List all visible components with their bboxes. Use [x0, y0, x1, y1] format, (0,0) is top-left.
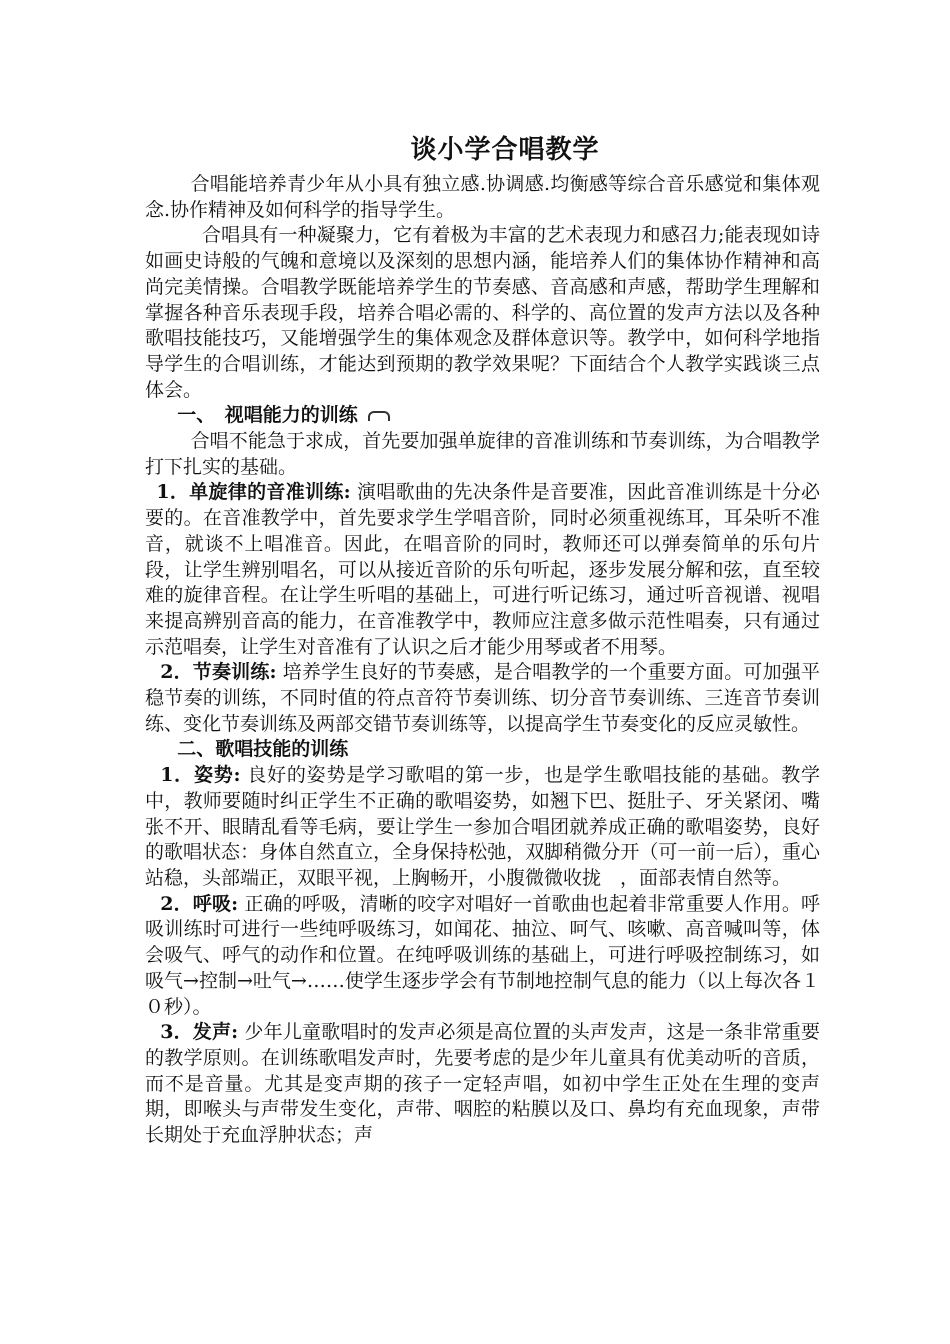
edit-mark-icon — [368, 411, 390, 421]
document-title: 谈小学合唱教学 — [410, 135, 600, 165]
intro-paragraph: 合唱能培养青少年从小具有独立感.协调感.均衡感等综合音乐感觉和集体观念.协作精神及如何科学的指导学生。 — [145, 173, 820, 221]
subsection-breathing — [145, 892, 820, 1021]
subsection-label: 1．单旋律的音准训练: — [156, 481, 351, 504]
subsection-text: 少年儿童歌唱时的发声必须是高位置的头声发声，这是一条非常重要的教学原则。在训练歌唱发声时，先要考虑的是少年儿童具有优美动听的音质，而不是音量。尤其是变声期的孩子一定轻声唱，如初中学生正处在生理的变声期，即喉头与声带发生变化，声带、咽腔的粘膜以及口、鼻均有充血现象，声带长期处于充血浮肿状态；声 — [145, 1021, 821, 1147]
subsection-label: 2．节奏训练: — [160, 661, 277, 684]
subsection-label: 1．姿势: — [160, 764, 241, 787]
section-heading-sight-singing — [145, 403, 820, 429]
document-body — [145, 172, 820, 1149]
overview-paragraph: 合唱具有一种凝聚力，它有着极为丰富的艺术表现力和感召力;能表现如诗如画史诗般的气魄和意境以及深刻的思想内涵，能培养人们的集体协作精神和高尚完美情操。合唱教学既能培养学生的节奏感、音高感和声感，帮助学生理解和掌握各种音乐表现手段，培养合唱必需的、科学的、高位置的发声方法以及各种歌唱技能技巧，又能增强学生的集体观念及群体意识等。教学中，如何科学地指导学生的合唱训练，才能达到预期的教学效果呢？下面结合个人教学实践谈三点体会。 — [145, 224, 820, 401]
subsection-pitch-training — [145, 480, 820, 660]
section-intro-paragraph: 合唱不能急于求成，首先要加强单旋律的音准训练和节奏训练，为合唱教学打下扎实的基础。 — [145, 430, 820, 478]
subsection-text: 培养学生良好的节奏感，是合唱教学的一个重要方面。可加强平稳节奏的训练，不同时值的符点音符节奏训练、切分音节奏训练、三连音节奏训练、变化节奏训练及两部交错节奏训练等，以提高学生节奏变化的反应灵敏性。 — [145, 661, 820, 735]
subsection-text: 演唱歌曲的先决条件是音要准，因此音准训练是十分必要的。在音准教学中，首先要求学生学唱音阶，同时必须重视练耳，耳朵听不准音，就谈不上唱准音。因此，在唱音阶的同时，教师还可以弹奏简单的乐句片段，让学生辨别唱名，可以从接近音阶的乐句听起，逐步发展分解和弦，直至较难的旋律音程。在让学生听唱的基础上，可进行听记练习，通过听音视谱、视唱来提高辨别音高的能力，在音准教学中，教师应注意多做示范性唱奏，只有通过示范唱奏，让学生对音准有了认识之后才能少用琴或者不用琴。 — [145, 481, 820, 658]
section-heading-text: 一、 视唱能力的训练 — [177, 404, 358, 427]
subsection-label: 2．呼吸: — [160, 892, 239, 915]
section-heading-singing-skills: 二、歌唱技能的训练 — [177, 738, 349, 761]
subsection-rhythm-training — [145, 660, 820, 737]
subsection-text: 良好的姿势是学习歌唱的第一步，也是学生歌唱技能的基础。教学中，教师要随时纠正学生不正确的歌唱姿势，如翘下巴、挺肚子、牙关紧闭、嘴张不开、眼睛乱看等毛病，要让学生一参加合唱团就养成正确的歌唱姿势，良好的歌唱状态：身体自然直立，全身保持松弛，双脚稍微分开（可一前一后），重心站稳，头部端正，双眼平视，上胸畅开，小腹微微收拢 ，面部表情自然等。 — [145, 764, 821, 889]
subsection-vocalization — [145, 1020, 820, 1149]
subsection-label: 3．发声: — [160, 1021, 239, 1044]
subsection-posture — [145, 763, 820, 892]
subsection-text: 正确的呼吸，清晰的咬字对唱好一首歌曲也起着非常重要人作用。呼吸训练时可进行一些纯呼吸练习，如闻花、抽泣、呵气、咳嗽、高音喊叫等，体会吸气、呼气的动作和位置。在纯呼吸训练的基础上，可进行呼吸控制练习，如吸气→控制→吐气→……使学生逐步学会有节制地控制气息的能力（以上每次各１０秒）。 — [145, 892, 821, 1018]
